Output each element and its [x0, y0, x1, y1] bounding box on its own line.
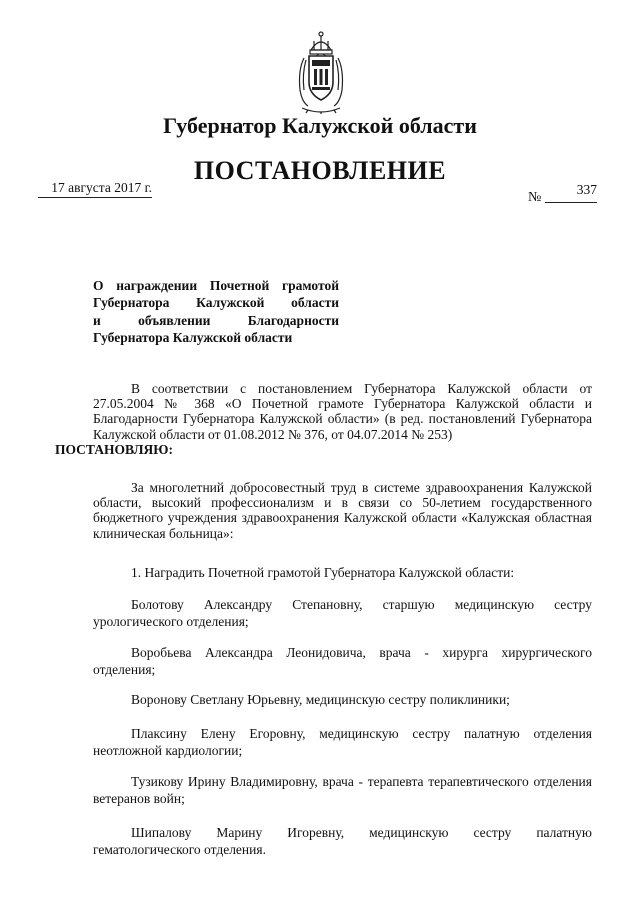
- awardee-item: Плаксину Елену Егоровну, медицинскую сестру палатную отделения неотложной кардиологии;: [93, 726, 592, 758]
- clause-1: 1. Наградить Почетной грамотой Губернатора Калужской области:: [131, 565, 515, 580]
- document-date: 17 августа 2017 г.: [38, 180, 152, 198]
- document-subject: [93, 277, 339, 346]
- awardee-item: Воробьева Александра Леонидовича, врача - хирурга хирургического отделения;: [93, 645, 592, 677]
- decree-word: ПОСТАНОВЛЯЮ:: [55, 441, 173, 457]
- subject-line: Губернатора Калужской области: [93, 329, 293, 345]
- preamble-paragraph: [55, 381, 592, 457]
- issuing-authority: Губернатор Калужской области: [163, 113, 477, 138]
- awardee-item: Тузикову Ирину Владимировну, врача - терапевта терапевтического отделения ветеранов войн;: [93, 774, 592, 806]
- document-type-title: ПОСТАНОВЛЕНИЕ: [193, 156, 447, 185]
- preamble-text: В соответствии с постановлением Губернатора Калужской области от 27.05.2004 № 368 «О Почетной грамоте Губернатора Калужской области и Благодарности Губернатора Калужской области» (в ред. постановлений Губернатора Калужской области от 01.08.2012 № 376, от 04.07.2014 № 253): [93, 381, 592, 442]
- coat-of-arms-icon: [294, 30, 348, 114]
- subject-line: О награждении Почетной грамотой: [93, 278, 339, 293]
- awardee-item: Шипалову Марину Игоревну, медицинскую сестру палатную гематологического отделения.: [93, 825, 592, 857]
- awardee-item: Болотову Александру Степановну, старшую медицинскую сестру урологического отделения;: [93, 597, 592, 629]
- awardee-item: Воронову Светлану Юрьевну, медицинскую сестру поликлиники;: [131, 692, 510, 707]
- subject-line: и объявлении Благодарности: [93, 312, 339, 328]
- reason-paragraph: За многолетний добросовестный труд в системе здравоохранения Калужской области, высокий профессионализм и в связи со 50-летием государственного бюджетного учреждения здравоохранения Калужской области «Калужская областная клиническая больница»:: [93, 480, 592, 541]
- document-number: 337: [545, 184, 597, 203]
- subject-line: Губернатора Калужской области: [93, 295, 339, 311]
- number-label: №: [528, 190, 542, 205]
